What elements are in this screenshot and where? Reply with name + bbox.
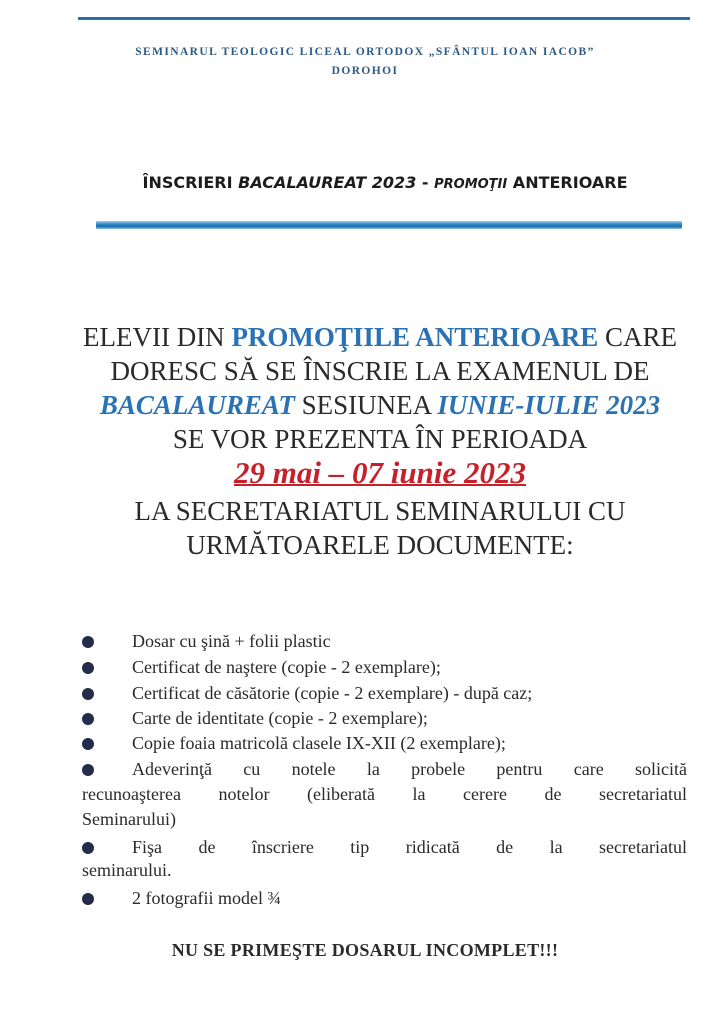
bullet-icon	[82, 842, 94, 854]
notice-text: CARE	[598, 322, 678, 352]
list-item-text: 2 fotografii model ¾	[132, 888, 281, 908]
institution-name: SEMINARUL TEOLOGIC LICEAL ORTODOX „SFÂNTUL IOAN IACOB”	[135, 46, 595, 58]
notice-line-1	[40, 320, 720, 354]
list-item	[82, 681, 687, 706]
notice-line-6: LA SECRETARIATUL SEMINARULUI CU	[134, 496, 626, 526]
list-item	[82, 706, 687, 731]
incomplete-file-warning: NU SE PRIMEŞTE DOSARUL INCOMPLET!!!	[171, 940, 559, 960]
notice-highlight-promotions: PROMOŢIILE ANTERIOARE	[231, 322, 599, 352]
page-title	[60, 173, 710, 192]
bullet-icon	[82, 738, 94, 750]
list-item	[82, 757, 687, 782]
list-item-text: Dosar cu şină + folii plastic	[132, 631, 331, 651]
list-item-text: Certificat de naştere (copie - 2 exemplare);	[132, 657, 441, 677]
bullet-icon	[82, 688, 94, 700]
list-item-text: Certificat de căsătorie (copie - 2 exemplare) - după caz;	[132, 683, 533, 703]
title-dash: -	[416, 173, 435, 192]
list-item-text: Fişa de înscriere tip ridicată de la secretariatul	[132, 837, 687, 857]
list-item-continued	[82, 858, 687, 883]
list-item-text: recunoaşterea notelor (eliberată la cerere de secretariatul	[82, 784, 687, 804]
registration-period: 29 mai – 07 iunie 2023	[234, 455, 526, 490]
title-promotions: PROMOŢII	[434, 177, 508, 192]
list-item	[82, 731, 687, 756]
notice-highlight-exam: BACALAUREAT	[99, 390, 295, 420]
list-item-text: Seminarului)	[82, 809, 176, 829]
institution-city: DOROHOI	[331, 65, 399, 77]
title-part: ÎNSCRIERI	[142, 173, 239, 192]
notice-text: SESIUNEA	[294, 390, 438, 420]
notice-line-4: SE VOR PREZENTA ÎN PERIOADA	[172, 424, 588, 454]
list-item-continued	[82, 807, 687, 832]
notice-highlight-session: IUNIE-IULIE 2023	[437, 390, 661, 420]
notice-line-2: DORESC SĂ SE ÎNSCRIE LA EXAMENUL DE	[110, 356, 650, 386]
list-item-continued	[82, 782, 687, 807]
title-divider-bar	[96, 221, 682, 229]
notice-line-3	[40, 388, 720, 422]
bullet-icon	[82, 764, 94, 776]
notice-date-line	[40, 456, 720, 491]
title-previous: ANTERIOARE	[507, 173, 628, 192]
title-exam: BACALAUREAT 2023	[238, 173, 417, 192]
list-item	[82, 886, 687, 911]
list-item-text: Carte de identitate (copie - 2 exemplare);	[132, 708, 428, 728]
list-item-text: seminarului.	[82, 860, 172, 880]
list-item	[82, 835, 687, 860]
bullet-icon	[82, 636, 94, 648]
bullet-icon	[82, 893, 94, 905]
list-item	[82, 655, 687, 680]
bullet-icon	[82, 713, 94, 725]
list-item	[82, 629, 687, 654]
top-divider-line	[78, 17, 690, 20]
notice-text: ELEVII DIN	[82, 322, 232, 352]
list-item-text: Adeverinţă cu notele la probele pentru care solicită	[132, 759, 687, 779]
list-item-text: Copie foaia matricolă clasele IX-XII (2 exemplare);	[132, 733, 506, 753]
bullet-icon	[82, 662, 94, 674]
notice-line-7: URMĂTOARELE DOCUMENTE:	[186, 530, 574, 560]
